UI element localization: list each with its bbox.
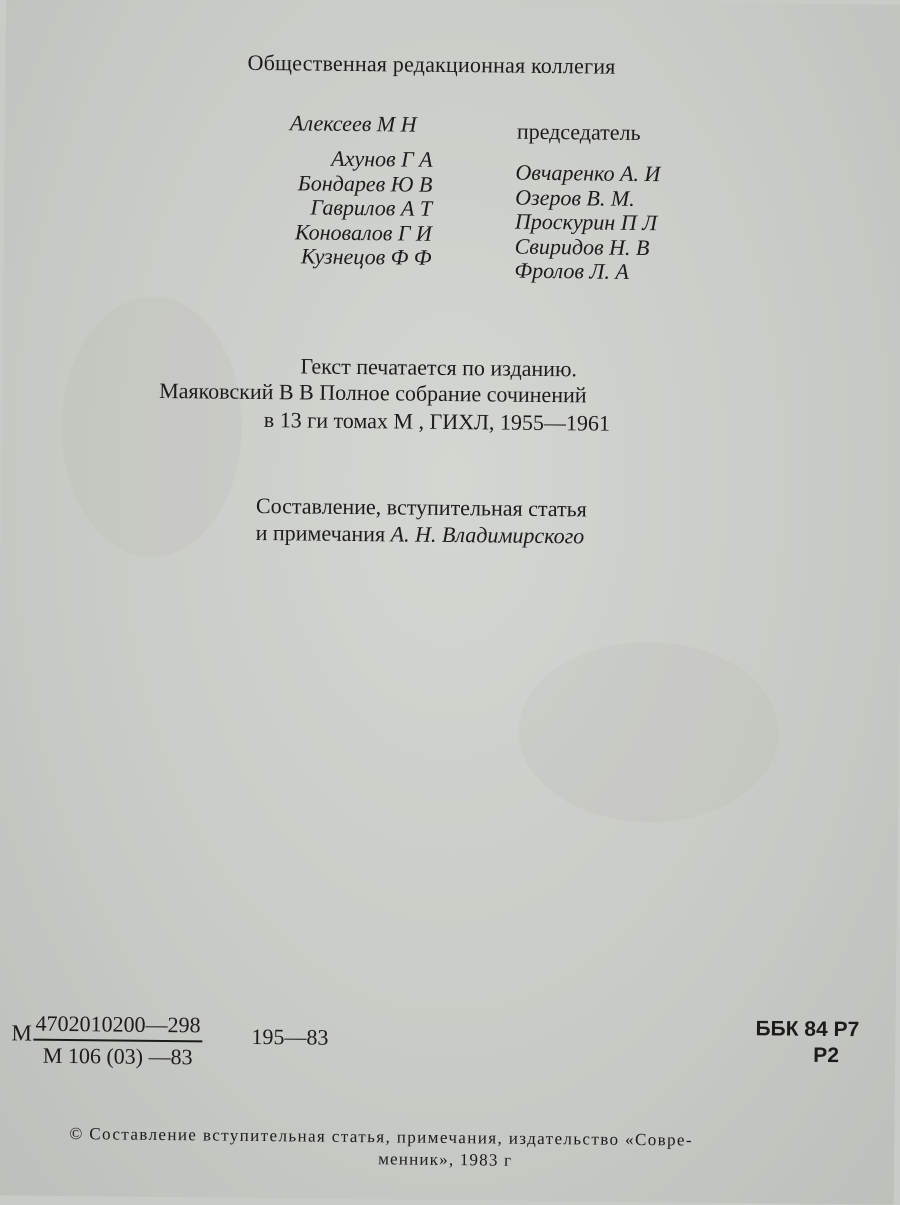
board-member: Кузнецов Ф Ф bbox=[300, 243, 432, 270]
imprint-index-fraction bbox=[33, 1011, 203, 1071]
board-chair-name: Алексеев М Н bbox=[289, 110, 417, 137]
compilation-note-line: Составление, вступительная статья bbox=[255, 492, 587, 522]
board-member: Коновалов Г И bbox=[294, 218, 432, 246]
paper-stain bbox=[60, 296, 243, 558]
imprint-denominator: М 106 (03) —83 bbox=[42, 1042, 193, 1070]
copyright-line: © Составление вступительная статья, примечания, издательство «Совре- bbox=[69, 1124, 694, 1150]
board-member: Проскурин П Л bbox=[514, 208, 658, 236]
board-member: Свиридов Н. В bbox=[514, 233, 650, 260]
source-note-line: Гекст печатается по изданию. bbox=[300, 353, 578, 382]
bbk-code: ББК 84 Р7 bbox=[755, 1017, 860, 1042]
compilation-note-line bbox=[256, 520, 585, 549]
copyright-line: менник», 1983 г bbox=[378, 1149, 513, 1170]
board-chair-role: председатель bbox=[516, 118, 641, 145]
board-member: Гаврилов А Т bbox=[310, 194, 433, 221]
compiler-name: А. Н. Владимирского bbox=[390, 521, 585, 549]
compilation-prefix: и примечания bbox=[255, 519, 391, 547]
board-member: Овчаренко А. И bbox=[515, 159, 661, 187]
imprint-letter: М bbox=[11, 1020, 33, 1046]
board-members-left bbox=[231, 146, 432, 271]
board-members-right bbox=[514, 161, 660, 285]
source-note-line: в 13 ги томах М , ГИХЛ, 1955—1961 bbox=[263, 407, 611, 436]
imprint-numerator: 4702010200—298 bbox=[33, 1011, 202, 1043]
source-note-line: Маяковский В В Полное собрание сочинений bbox=[159, 377, 587, 408]
paper-stain bbox=[518, 641, 780, 824]
bbk-code-sub: Р2 bbox=[813, 1043, 840, 1068]
board-member: Бондарев Ю В bbox=[297, 169, 433, 197]
imprint-code: 195—83 bbox=[251, 1023, 329, 1050]
board-member: Озеров В. М. bbox=[515, 184, 635, 211]
board-member: Фролов Л. А bbox=[514, 257, 629, 284]
board-member: Ахунов Г А bbox=[331, 145, 433, 172]
board-title: Общественная редакционная коллегия bbox=[247, 49, 616, 79]
